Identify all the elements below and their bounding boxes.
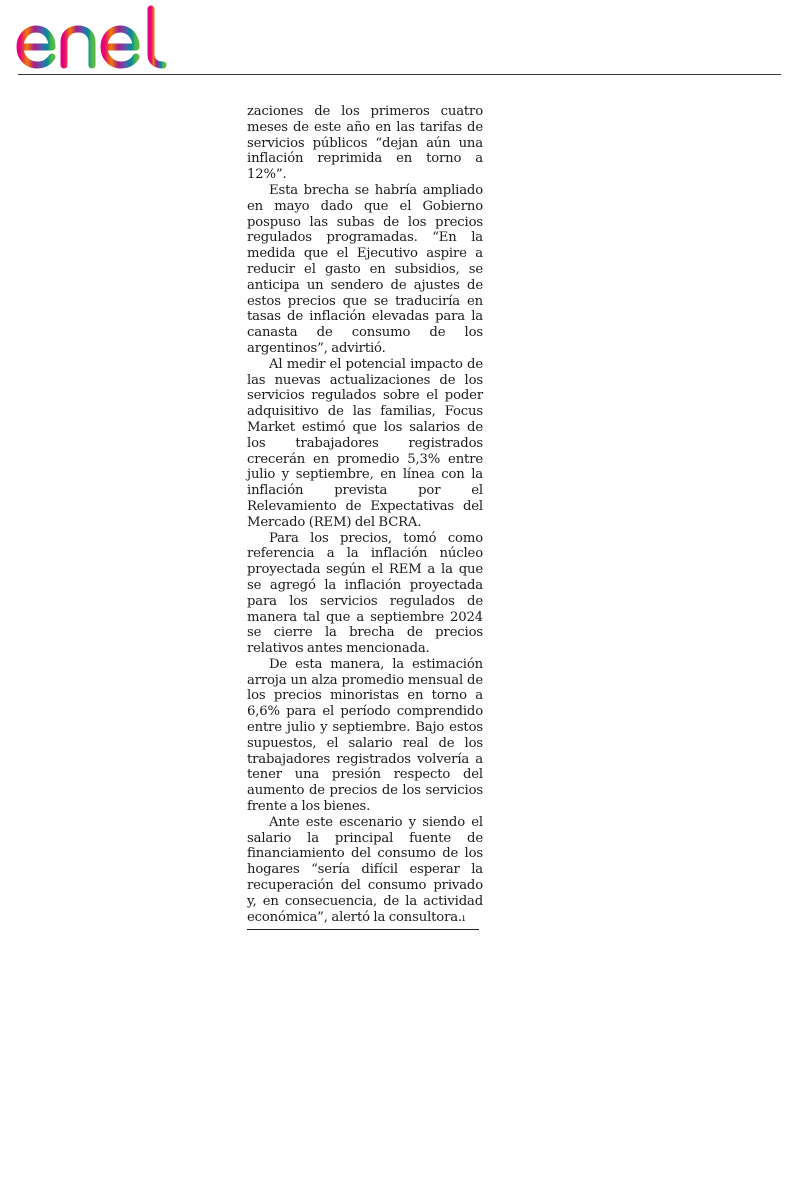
- article-paragraph: zaciones de los primeros cuatro meses de este año en las tarifas de servicios públicos “dejan aún una inflación reprimida en torno a 12%”.: [247, 104, 483, 183]
- article-paragraph: Para los precios, tomó como referencia a la inflación núcleo proyectada según el REM a la que se agregó la inflación proyectada para los servicios regulados de manera tal que a septiembre 2024 se cierre la brecha de precios relativos antes mencionada.: [247, 530, 483, 657]
- article-paragraph: De esta manera, la estimación arroja un alza promedio mensual de los precios minoristas en torno a 6,6% para el período comprendido entre julio y septiembre. Bajo estos supuestos, el salario real de los trabajadores registrados volvería a tener una presión respecto del aumento de precios de los servicios frente a los bienes.: [247, 656, 483, 815]
- page-header: [0, 0, 800, 80]
- header-divider: [18, 74, 781, 75]
- article-end-mark: ı: [462, 912, 466, 924]
- enel-logo: [16, 4, 181, 74]
- article-clipping: [247, 104, 483, 926]
- article-end-divider: [247, 929, 479, 930]
- article-paragraph-text: Ante este escenario y siendo el salario la principal fuente de financiamiento del consumo de los hogares “sería difícil esperar la recuperación del consumo privado y, en consecuencia, de la actividad económica”, alertó la consultora.: [247, 814, 483, 925]
- article-paragraph: Al medir el potencial impacto de las nuevas actualizaciones de los servicios regulados sobre el poder adquisitivo de las familias, Focus Market estimó que los salarios de los trabajadores registrados crecerán en promedio 5,3% entre julio y septiembre, en línea con la inflación prevista por el Relevamiento de Expectativas del Mercado (REM) del BCRA.: [247, 356, 483, 530]
- article-paragraph-last: [247, 815, 483, 927]
- article-paragraph: Esta brecha se habría ampliado en mayo dado que el Gobierno pospuso las subas de los precios regulados programadas. “En la medida que el Ejecutivo aspire a reducir el gasto en subsidios, se anticipa un sendero de ajustes de estos precios que se traduciría en tasas de inflación elevadas para la canasta de consumo de los argentinos”, advirtió.: [247, 182, 483, 356]
